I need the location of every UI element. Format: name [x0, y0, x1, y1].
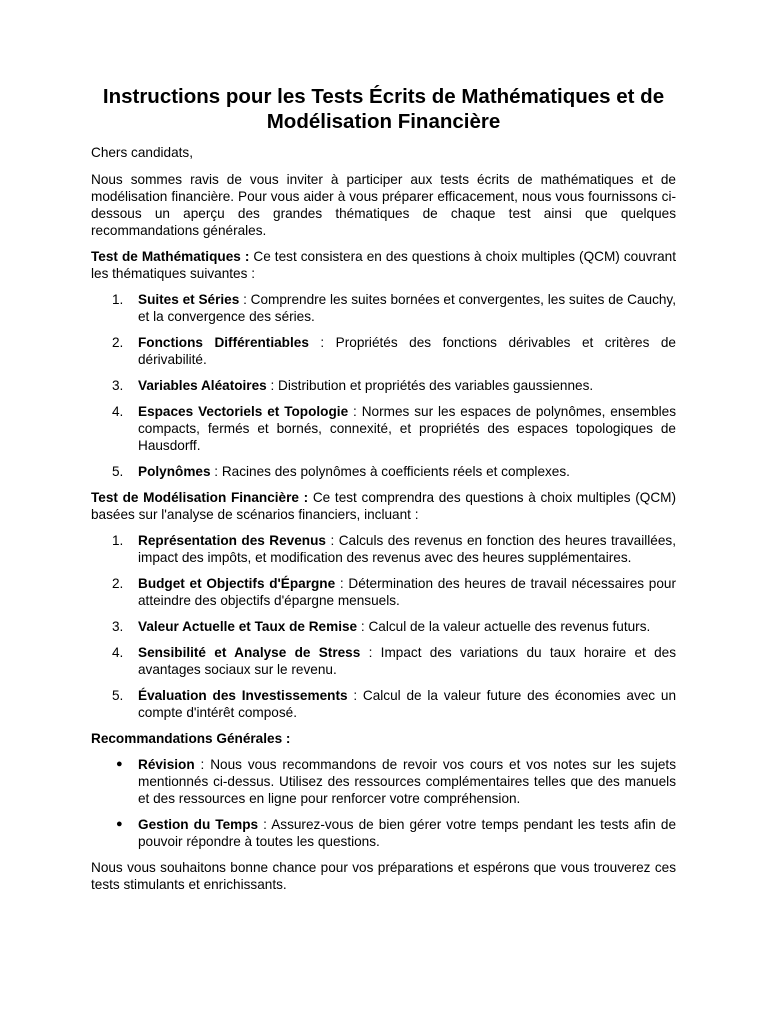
item-number: 1. — [112, 292, 124, 307]
bullet-icon: ● — [116, 758, 123, 770]
greeting: Chers candidats, — [91, 145, 194, 160]
intro-paragraph: Nous sommes ravis de vous inviter à participer aux tests écrits de mathématiques et de modélisation financière. Pour vous aider à vous préparer efficacement, nous vous fournissons ci-dessous un aperçu des grandes thématiques de chaque test ainsi que quelques recommandations générales. — [91, 172, 676, 238]
item-text: : Nous vous recommandons de revoir vos cours et vos notes sur les sujets mentionnés ci-dessus. Utilisez des ressources complémentaires telles que des manuels et des ressources en ligne pour renforcer votre compréhension. — [138, 757, 676, 806]
title-line-2: Modélisation Financière — [266, 110, 501, 133]
item-label: Représentation des Revenus — [138, 533, 326, 548]
item-label: Espaces Vectoriels et Topologie — [138, 404, 349, 419]
item-label: Budget et Objectifs d'Épargne — [138, 576, 336, 591]
recommendations-list — [91, 756, 676, 850]
item-text: : Calculs des revenus en fonction des heures travaillées, impact des impôts, et modification des revenus avec des heures supplémentaires. — [138, 533, 676, 565]
title-line-1: Instructions pour les Tests Écrits de Mathématiques et de — [102, 85, 665, 108]
list-item — [91, 816, 676, 850]
item-number: 5. — [112, 688, 124, 703]
list-item — [91, 377, 676, 394]
list-item — [91, 756, 676, 807]
bullet-icon: ● — [116, 818, 123, 830]
item-text: : Comprendre les suites bornées et convergentes, les suites de Cauchy, et la convergence des séries. — [138, 292, 676, 324]
list-item — [91, 532, 676, 566]
finance-test-intro: Ce test comprendra des questions à choix multiples (QCM) basées sur l'analyse de scénarios financiers, incluant : — [91, 490, 677, 522]
item-label: Variables Aléatoires — [138, 378, 267, 393]
item-text: : Détermination des heures de travail nécessaires pour atteindre des objectifs d'épargne mensuels. — [138, 576, 676, 608]
item-text: : Racines des polynômes à coefficients réels et complexes. — [210, 464, 570, 479]
item-label: Évaluation des Investissements — [138, 688, 348, 703]
math-topics-list — [91, 291, 676, 480]
math-test-paragraph — [91, 248, 676, 282]
item-number: 3. — [112, 378, 124, 393]
item-number: 2. — [112, 576, 124, 591]
item-label: Suites et Séries — [138, 292, 240, 307]
item-number: 3. — [112, 619, 124, 634]
item-label: Fonctions Différentiables — [138, 335, 309, 350]
item-text: : Distribution et propriétés des variables gaussiennes. — [266, 378, 594, 393]
item-number: 4. — [112, 645, 124, 660]
item-text: : Assurez-vous de bien gérer votre temps pendant les tests afin de pouvoir répondre à toutes les questions. — [138, 817, 677, 849]
finance-test-paragraph — [91, 489, 676, 523]
item-text: : Propriétés des fonctions dérivables et critères de dérivabilité. — [138, 335, 676, 367]
finance-topics-list — [91, 532, 676, 721]
item-label: Révision — [138, 757, 195, 772]
finance-test-heading: Test de Modélisation Financière : — [91, 490, 309, 505]
item-number: 5. — [112, 464, 124, 479]
item-label: Valeur Actuelle et Taux de Remise — [138, 619, 358, 634]
item-number: 1. — [112, 533, 124, 548]
item-text: : Calcul de la valeur actuelle des revenus futurs. — [357, 619, 651, 634]
item-text: : Impact des variations du taux horaire et des avantages sociaux sur le revenu. — [138, 645, 676, 677]
list-item — [91, 291, 676, 325]
item-label: Gestion du Temps — [138, 817, 259, 832]
list-item — [91, 687, 676, 721]
item-label: Sensibilité et Analyse de Stress — [138, 645, 361, 660]
item-label: Polynômes — [138, 464, 211, 479]
list-item — [91, 575, 676, 609]
item-number: 2. — [112, 335, 124, 350]
math-test-heading: Test de Mathématiques : — [91, 249, 250, 264]
math-test-intro: Ce test consistera en des questions à choix multiples (QCM) couvrant les thématiques suivantes : — [91, 249, 676, 281]
list-item — [91, 463, 676, 480]
recommendations-heading-paragraph — [91, 730, 676, 747]
item-number: 4. — [112, 404, 124, 419]
item-text: : Normes sur les espaces de polynômes, ensembles compacts, fermés et bornés, connexité, et propriétés des espaces topologiques de Hausdorff. — [138, 404, 677, 453]
document-title — [91, 84, 676, 134]
list-item — [91, 334, 676, 368]
closing-paragraph: Nous vous souhaitons bonne chance pour vos préparations et espérons que vous trouverez ces tests stimulants et enrichissants. — [91, 860, 676, 892]
list-item — [91, 644, 676, 678]
recommendations-heading: Recommandations Générales : — [91, 731, 291, 746]
item-text: : Calcul de la valeur future des économies avec un compte d'intérêt composé. — [138, 688, 677, 720]
list-item — [91, 403, 676, 454]
list-item — [91, 618, 676, 635]
